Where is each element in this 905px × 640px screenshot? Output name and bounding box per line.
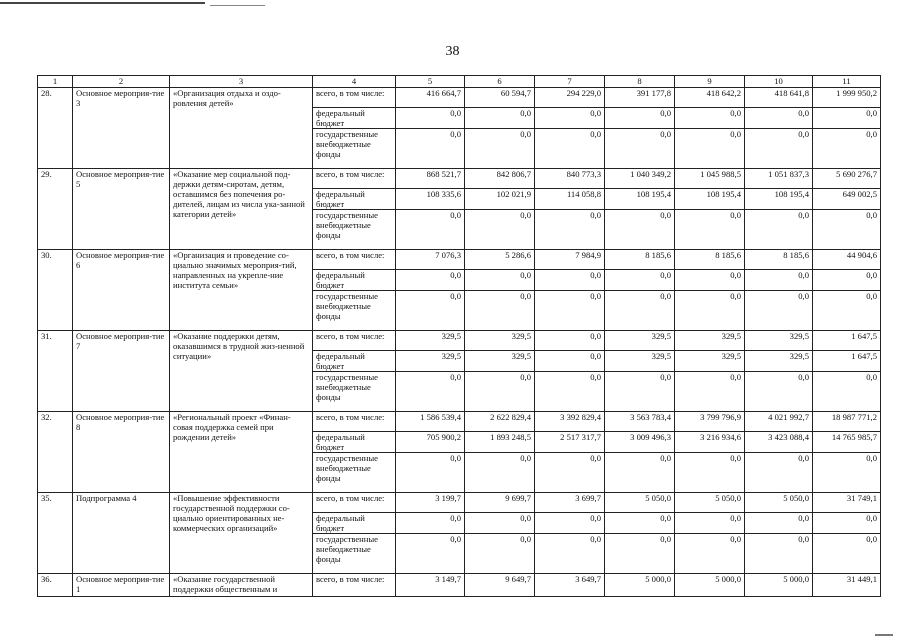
value-cell: 0,0 <box>605 270 675 291</box>
value-cell: 1 586 539,4 <box>396 412 465 432</box>
value-cell: 5 690 276,7 <box>813 169 881 189</box>
value-cell: 3 149,7 <box>396 574 465 597</box>
funding-source-cell: государственные внебюджетные фонды <box>313 534 396 574</box>
value-cell: 3 423 088,4 <box>745 432 813 453</box>
value-cell: 60 594,7 <box>465 88 535 108</box>
value-cell: 329,5 <box>675 331 745 351</box>
value-cell: 0,0 <box>675 129 745 169</box>
value-cell: 108 195,4 <box>745 189 813 210</box>
value-cell: 0,0 <box>605 291 675 331</box>
value-cell: 294 229,0 <box>535 88 605 108</box>
value-cell: 108 335,6 <box>396 189 465 210</box>
value-cell: 329,5 <box>675 351 745 372</box>
group-description: «Оказание государственной поддержки общественным и <box>170 574 313 597</box>
page-number: 38 <box>445 44 460 59</box>
value-cell: 0,0 <box>535 453 605 493</box>
value-cell: 3 009 496,3 <box>605 432 675 453</box>
value-cell: 0,0 <box>745 513 813 534</box>
group-description: «Оказание поддержки детям, оказавшимся в трудной жиз-ненной ситуации» <box>170 331 313 412</box>
column-header: 10 <box>745 76 813 88</box>
value-cell: 0,0 <box>535 291 605 331</box>
value-cell: 0,0 <box>745 372 813 412</box>
value-cell: 840 773,3 <box>535 169 605 189</box>
value-cell: 0,0 <box>745 129 813 169</box>
value-cell: 329,5 <box>605 331 675 351</box>
group-number: 31. <box>38 331 73 412</box>
value-cell: 3 649,7 <box>535 574 605 597</box>
value-cell: 0,0 <box>605 534 675 574</box>
funding-source-cell: всего, в том числе: <box>313 169 396 189</box>
value-cell: 44 904,6 <box>813 250 881 270</box>
table-row <box>38 169 881 189</box>
value-cell: 5 050,0 <box>675 493 745 513</box>
value-cell: 0,0 <box>675 372 745 412</box>
value-cell: 329,5 <box>465 351 535 372</box>
value-cell: 391 177,8 <box>605 88 675 108</box>
value-cell: 1 893 248,5 <box>465 432 535 453</box>
column-header: 1 <box>38 76 73 88</box>
value-cell: 3 563 783,4 <box>605 412 675 432</box>
group-number: 29. <box>38 169 73 250</box>
value-cell: 0,0 <box>465 534 535 574</box>
value-cell: 8 185,6 <box>605 250 675 270</box>
value-cell: 0,0 <box>396 108 465 129</box>
funding-source-cell: федеральный бюджет <box>313 351 396 372</box>
column-header: 2 <box>73 76 170 88</box>
value-cell: 0,0 <box>675 291 745 331</box>
value-cell: 0,0 <box>605 108 675 129</box>
value-cell: 0,0 <box>675 534 745 574</box>
value-cell: 0,0 <box>745 270 813 291</box>
value-cell: 102 021,9 <box>465 189 535 210</box>
budget-table <box>37 75 881 597</box>
column-header: 11 <box>813 76 881 88</box>
group-name: Подпрограмма 4 <box>73 493 170 574</box>
value-cell: 2 622 829,4 <box>465 412 535 432</box>
value-cell: 842 806,7 <box>465 169 535 189</box>
value-cell: 3 216 934,6 <box>675 432 745 453</box>
value-cell: 0,0 <box>535 129 605 169</box>
value-cell: 1 647,5 <box>813 331 881 351</box>
group-name: Основное мероприя-тие 6 <box>73 250 170 331</box>
value-cell: 2 517 317,7 <box>535 432 605 453</box>
value-cell: 0,0 <box>535 331 605 351</box>
funding-source-cell: федеральный бюджет <box>313 432 396 453</box>
column-number-row <box>38 76 881 88</box>
group-description: «Региональный проект «Финан-совая поддержка семей при рождении детей» <box>170 412 313 493</box>
corner-mark <box>875 634 893 636</box>
value-cell: 0,0 <box>465 210 535 250</box>
value-cell: 0,0 <box>745 453 813 493</box>
value-cell: 0,0 <box>535 372 605 412</box>
group-name: Основное мероприя-тие 8 <box>73 412 170 493</box>
value-cell: 5 000,0 <box>745 574 813 597</box>
value-cell: 18 987 771,2 <box>813 412 881 432</box>
table-row <box>38 493 881 513</box>
value-cell: 3 199,7 <box>396 493 465 513</box>
table-row <box>38 331 881 351</box>
value-cell: 0,0 <box>745 210 813 250</box>
group-name: Основное мероприя-тие 3 <box>73 88 170 169</box>
value-cell: 329,5 <box>605 351 675 372</box>
value-cell: 9 699,7 <box>465 493 535 513</box>
funding-source-cell: всего, в том числе: <box>313 250 396 270</box>
value-cell: 1 999 950,2 <box>813 88 881 108</box>
value-cell: 0,0 <box>745 534 813 574</box>
value-cell: 3 799 796,9 <box>675 412 745 432</box>
column-header: 6 <box>465 76 535 88</box>
value-cell: 0,0 <box>813 129 881 169</box>
column-header: 5 <box>396 76 465 88</box>
value-cell: 0,0 <box>465 291 535 331</box>
funding-source-cell: всего, в том числе: <box>313 493 396 513</box>
value-cell: 0,0 <box>813 210 881 250</box>
value-cell: 3 392 829,4 <box>535 412 605 432</box>
value-cell: 868 521,7 <box>396 169 465 189</box>
value-cell: 0,0 <box>745 108 813 129</box>
value-cell: 0,0 <box>605 372 675 412</box>
value-cell: 0,0 <box>605 129 675 169</box>
value-cell: 705 900,2 <box>396 432 465 453</box>
group-name: Основное мероприя-тие 5 <box>73 169 170 250</box>
value-cell: 7 076,3 <box>396 250 465 270</box>
value-cell: 0,0 <box>465 372 535 412</box>
funding-source-cell: государственные внебюджетные фонды <box>313 453 396 493</box>
value-cell: 5 000,0 <box>675 574 745 597</box>
group-description: «Повышение эффективности государственной поддержки со-циально ориентированных не-коммерческих организаций» <box>170 493 313 574</box>
value-cell: 0,0 <box>396 291 465 331</box>
value-cell: 0,0 <box>605 210 675 250</box>
column-header: 9 <box>675 76 745 88</box>
top-rule-line-short <box>210 5 265 6</box>
funding-source-cell: федеральный бюджет <box>313 513 396 534</box>
value-cell: 114 058,8 <box>535 189 605 210</box>
value-cell: 1 647,5 <box>813 351 881 372</box>
value-cell: 0,0 <box>813 270 881 291</box>
value-cell: 0,0 <box>675 108 745 129</box>
value-cell: 108 195,4 <box>605 189 675 210</box>
value-cell: 0,0 <box>675 453 745 493</box>
value-cell: 0,0 <box>396 210 465 250</box>
value-cell: 0,0 <box>396 513 465 534</box>
group-name: Основное мероприя-тие 7 <box>73 331 170 412</box>
table-row <box>38 574 881 597</box>
value-cell: 0,0 <box>396 129 465 169</box>
group-description: «Оказание мер социальной под-держки детям-сиротам, детям, оставшимся без попечения ро-дителей, лицам из числа ука-занной категории детей» <box>170 169 313 250</box>
top-rule-line <box>0 2 205 4</box>
value-cell: 0,0 <box>465 270 535 291</box>
value-cell: 0,0 <box>813 291 881 331</box>
column-header: 4 <box>313 76 396 88</box>
value-cell: 108 195,4 <box>675 189 745 210</box>
column-header: 3 <box>170 76 313 88</box>
value-cell: 0,0 <box>535 513 605 534</box>
value-cell: 0,0 <box>465 129 535 169</box>
value-cell: 0,0 <box>813 372 881 412</box>
group-number: 36. <box>38 574 73 597</box>
group-number: 32. <box>38 412 73 493</box>
value-cell: 0,0 <box>535 270 605 291</box>
value-cell: 5 286,6 <box>465 250 535 270</box>
group-name: Основное мероприя-тие 1 <box>73 574 170 597</box>
value-cell: 1 051 837,3 <box>745 169 813 189</box>
value-cell: 5 050,0 <box>605 493 675 513</box>
funding-source-cell: всего, в том числе: <box>313 88 396 108</box>
funding-source-cell: федеральный бюджет <box>313 189 396 210</box>
column-header: 8 <box>605 76 675 88</box>
group-number: 30. <box>38 250 73 331</box>
value-cell: 0,0 <box>535 534 605 574</box>
value-cell: 0,0 <box>396 270 465 291</box>
value-cell: 329,5 <box>745 351 813 372</box>
value-cell: 5 050,0 <box>745 493 813 513</box>
table-row <box>38 250 881 270</box>
value-cell: 0,0 <box>396 534 465 574</box>
group-description: «Организация отдыха и оздо-ровления детей» <box>170 88 313 169</box>
group-number: 28. <box>38 88 73 169</box>
value-cell: 0,0 <box>605 513 675 534</box>
value-cell: 649 002,5 <box>813 189 881 210</box>
value-cell: 0,0 <box>813 513 881 534</box>
funding-source-cell: государственные внебюджетные фонды <box>313 129 396 169</box>
funding-source-cell: федеральный бюджет <box>313 108 396 129</box>
value-cell: 0,0 <box>813 534 881 574</box>
value-cell: 329,5 <box>745 331 813 351</box>
value-cell: 329,5 <box>465 331 535 351</box>
value-cell: 0,0 <box>465 108 535 129</box>
column-header: 7 <box>535 76 605 88</box>
value-cell: 329,5 <box>396 331 465 351</box>
value-cell: 0,0 <box>465 513 535 534</box>
value-cell: 0,0 <box>675 270 745 291</box>
value-cell: 0,0 <box>675 513 745 534</box>
funding-source-cell: всего, в том числе: <box>313 412 396 432</box>
funding-source-cell: государственные внебюджетные фонды <box>313 291 396 331</box>
value-cell: 31 449,1 <box>813 574 881 597</box>
value-cell: 418 642,2 <box>675 88 745 108</box>
value-cell: 7 984,9 <box>535 250 605 270</box>
value-cell: 0,0 <box>465 453 535 493</box>
funding-source-cell: государственные внебюджетные фонды <box>313 372 396 412</box>
value-cell: 0,0 <box>605 453 675 493</box>
value-cell: 14 765 985,7 <box>813 432 881 453</box>
value-cell: 31 749,1 <box>813 493 881 513</box>
table-body <box>38 88 881 597</box>
value-cell: 329,5 <box>396 351 465 372</box>
value-cell: 3 699,7 <box>535 493 605 513</box>
table-row <box>38 88 881 108</box>
value-cell: 0,0 <box>535 108 605 129</box>
value-cell: 0,0 <box>396 453 465 493</box>
funding-source-cell: всего, в том числе: <box>313 331 396 351</box>
value-cell: 4 021 992,7 <box>745 412 813 432</box>
value-cell: 0,0 <box>813 453 881 493</box>
value-cell: 0,0 <box>535 210 605 250</box>
value-cell: 0,0 <box>535 351 605 372</box>
funding-source-cell: федеральный бюджет <box>313 270 396 291</box>
value-cell: 0,0 <box>675 210 745 250</box>
value-cell: 418 641,8 <box>745 88 813 108</box>
group-description: «Организация и проведение со-циально значимых мероприя-тий, направленных на укрепле-ние института семьи» <box>170 250 313 331</box>
value-cell: 8 185,6 <box>675 250 745 270</box>
value-cell: 416 664,7 <box>396 88 465 108</box>
funding-source-cell: государственные внебюджетные фонды <box>313 210 396 250</box>
value-cell: 5 000,0 <box>605 574 675 597</box>
value-cell: 0,0 <box>745 291 813 331</box>
value-cell: 1 045 988,5 <box>675 169 745 189</box>
value-cell: 0,0 <box>396 372 465 412</box>
group-number: 35. <box>38 493 73 574</box>
value-cell: 8 185,6 <box>745 250 813 270</box>
value-cell: 1 040 349,2 <box>605 169 675 189</box>
table-row <box>38 412 881 432</box>
value-cell: 0,0 <box>813 108 881 129</box>
funding-source-cell: всего, в том числе: <box>313 574 396 597</box>
value-cell: 9 649,7 <box>465 574 535 597</box>
